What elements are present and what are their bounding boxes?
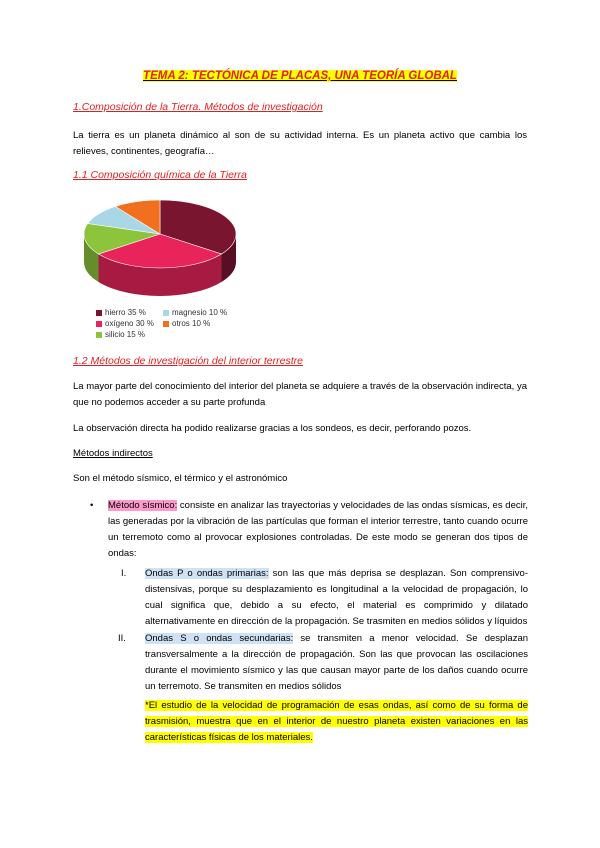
list-number-2: II. (118, 633, 126, 644)
section-1-paragraph: La tierra es un planeta dinámico al son de su actividad interna. Es un planeta activo que cambia los relieves, continentes, geografía… (73, 130, 527, 157)
s-waves-text: se transmiten a menor velocidad. Se desplazan transversalmente a la dirección de propagación. Son las que provocan las oscilaciones durante el movimiento sísmico y las que causan mayor parte de los daños cuando ocurre un terremoto. Se transmiten en medios sólidos (145, 633, 529, 692)
s-waves-paragraph (145, 631, 528, 695)
legend-label: otros 10 % (172, 319, 211, 328)
section-1-2-paragraph-2: La observación directa ha podido realizarse gracias a los sondeos, es decir, perforando pozos. (73, 423, 472, 434)
legend-swatch (96, 321, 102, 327)
legend-item-otros (163, 318, 210, 329)
legend-swatch (96, 310, 102, 316)
legend-label: hierro 35 % (105, 308, 146, 317)
legend-swatch (96, 332, 102, 338)
legend-label: silicio 15 % (105, 330, 146, 339)
legend-swatch (163, 310, 169, 316)
pie-chart-top (84, 200, 236, 268)
seismic-method-label: Método sísmico: (108, 500, 178, 511)
p-waves-paragraph (145, 566, 528, 630)
list-number-1: I. (121, 568, 127, 579)
indirect-methods-intro: Son el método sísmico, el térmico y el astronómico (73, 473, 288, 484)
composition-pie-chart (82, 192, 242, 304)
legend-item-hierro (96, 307, 146, 318)
legend-label: oxígeno 30 % (105, 319, 154, 328)
section-1-heading: 1.Composición de la Tierra. Métodos de investigación (73, 101, 323, 113)
section-1-2-paragraph-1: La mayor parte del conocimiento del interior del planeta se adquiere a través de la observación indirecta, ya que no podemos acceder a su parte profunda (73, 381, 527, 408)
indirect-methods-heading: Métodos indirectos (73, 448, 153, 459)
legend-item-silicio (96, 329, 145, 340)
legend-swatch (163, 321, 169, 327)
seismic-method-text: consiste en analizar las trayectorias y velocidades de las ondas sísmicas, es decir, las generadas por la vibración de las partículas que forman el interior terrestre, tanto cuando ocurre un terremoto como al provocar explosiones controladas. De este modo se generan dos tipos de ondas: (108, 500, 528, 559)
seismic-method-paragraph (108, 498, 528, 562)
section-1-1-heading: 1.1 Composición química de la Tierra (73, 169, 247, 181)
note-text: *El estudio de la velocidad de programación de esas ondas, así como de su forma de trasmisión, muestra que en el interior de nuestro planeta existen variaciones en las características físicas de los materiales. (145, 700, 528, 743)
note-paragraph (145, 698, 528, 746)
section-1-2-heading: 1.2 Métodos de investigación del interior terrestre (73, 355, 303, 367)
p-waves-label: Ondas P o ondas primarias: (145, 568, 269, 579)
legend-label: magnesio 10 % (172, 308, 228, 317)
document-title: TEMA 2: TECTÓNICA DE PLACAS, UNA TEORÍA GLOBAL (143, 70, 457, 82)
legend-item-magnesio (163, 307, 227, 318)
legend-item-oxigeno (96, 318, 154, 329)
p-waves-text: son las que más deprisa se desplazan. Son comprensivo-distensivas, porque su desplazamiento es longitudinal a la velocidad de propagación, lo cual significa que, debido a su efecto, el material es comprimido y dilatado alternativamente en dirección de la propagación. Se trasmiten en medios sólidos y líquidos (145, 568, 528, 627)
bullet-icon: • (90, 500, 94, 511)
s-waves-label: Ondas S o ondas secundarias: (145, 633, 294, 644)
